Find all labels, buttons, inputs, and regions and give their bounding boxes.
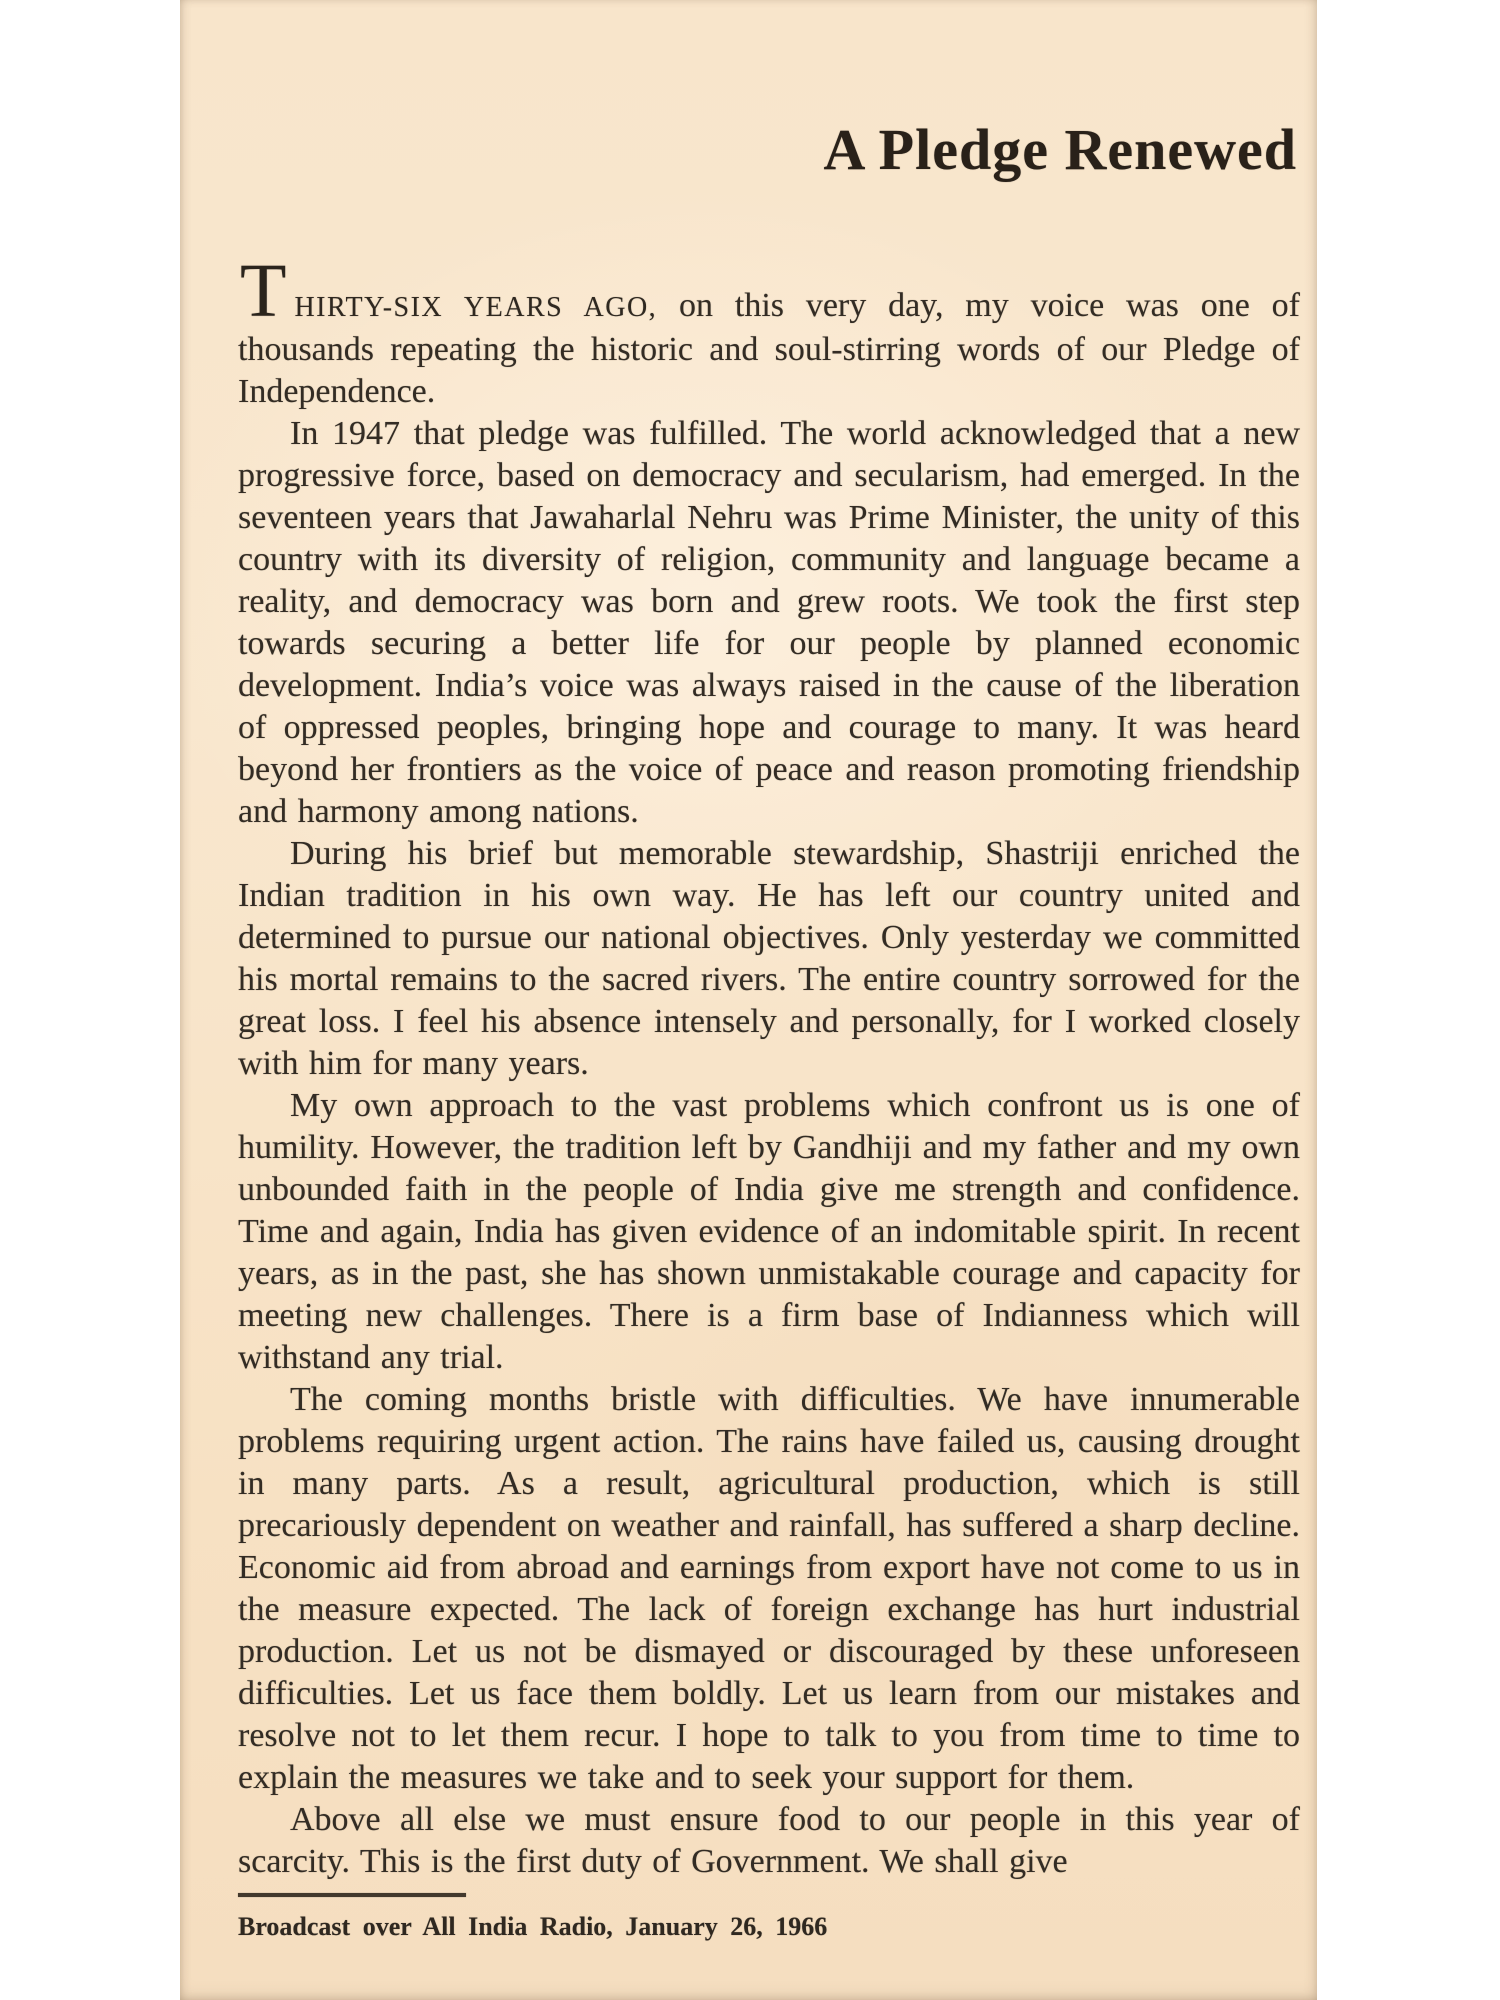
article-body <box>238 248 1300 1948</box>
book-page <box>180 0 1317 2000</box>
page-title: A Pledge Renewed <box>823 117 1297 182</box>
paragraph: In 1947 that pledge was fulfilled. The world acknowledged that a new progressive force, based on democracy and secularism, had emerged. In the seventeen years that Jawaharlal Nehru was Prime Minister, the unity of this country with its diversity of religion, community and language became a reality, and democracy was born and grew roots. We took the first step towards securing a better life for our people by planned economic development. India’s voice was always raised in the cause of the liberation of oppressed peoples, bringing hope and courage to many. It was heard beyond her frontiers as the voice of peace and reason promoting friendship and harmony among nations. <box>238 414 1300 830</box>
footnote-source: Broadcast over All India Radio, January 26, 1966 <box>238 1911 828 1941</box>
footnote-rule <box>238 1893 466 1897</box>
lead-paragraph <box>238 248 1300 413</box>
paragraph: Above all else we must ensure food to our people in this year of scarcity. This is the first duty of Government. We shall give <box>238 1800 1300 1880</box>
paragraph: The coming months bristle with difficulties. We have innumerable problems requiring urgent action. The rains have failed us, causing drought in many parts. As a result, agricultural production, which is still precariously dependent on weather and rainfall, has suffered a sharp decline. Economic aid from abroad and earnings from export have not come to us in the measure expected. The lack of foreign exchange has hurt industrial production. Let us not be dismayed or discouraged by these unforeseen difficulties. Let us face them boldly. Let us learn from our mistakes and resolve not to let them recur. I hope to talk to you from time to time to explain the measures we take and to seek your support for them. <box>238 1380 1300 1796</box>
paragraph: During his brief but memorable stewardship, Shastriji enriched the Indian tradition in his own way. He has left our country united and determined to pursue our national objectives. Only yesterday we committed his mortal remains to the sacred rivers. The entire country sorrowed for the great loss. I feel his absence intensely and personally, for I worked closely with him for many years. <box>238 834 1300 1082</box>
drop-cap: T <box>240 248 287 333</box>
lead-text: on this very day, my voice was one of thousands repeating the historic and soul-stirring words of our Pledge of Independence. <box>238 286 1300 410</box>
lead-small-caps: HIRTY-SIX YEARS AGO, <box>294 291 658 323</box>
paragraph: My own approach to the vast problems which confront us is one of humility. However, the tradition left by Gandhiji and my father and my own unbounded faith in the people of India give me strength and confidence. Time and again, India has given evidence of an indomitable spirit. In recent years, as in the past, she has shown unmistakable courage and capacity for meeting new challenges. There is a firm base of Indianness which will withstand any trial. <box>238 1086 1300 1376</box>
